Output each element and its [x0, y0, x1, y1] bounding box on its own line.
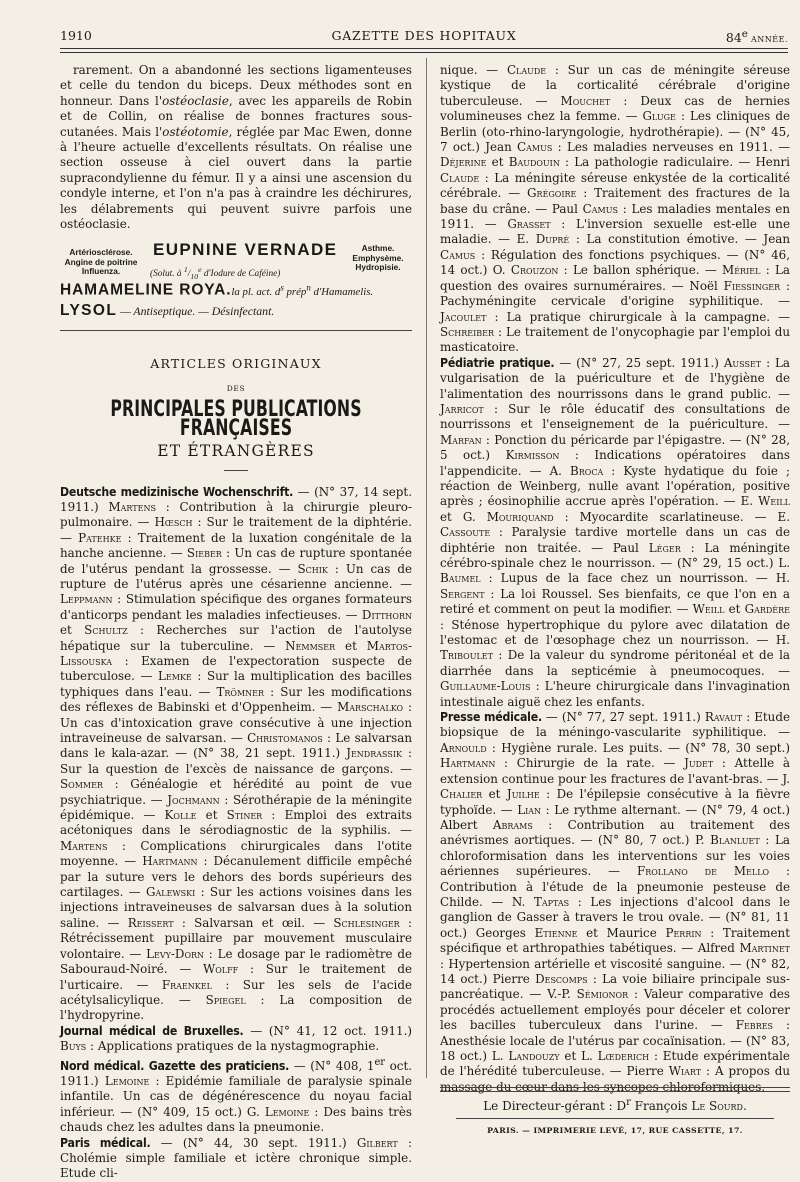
ad-right-line: Emphysème. — [352, 252, 404, 263]
footer-rule-lower — [440, 1091, 790, 1092]
footer-rule — [440, 1087, 790, 1088]
running-header — [60, 28, 788, 48]
page-number: 1910 — [60, 28, 92, 43]
ad-brand-subtitle: (Solut. à $^1/_{10}^e$ d'Iodure de Caféine) — [150, 265, 281, 282]
section-main-title: PRINCIPALES PUBLICATIONS FRANÇAISES — [110, 397, 362, 442]
section-subtitle: ET ÉTRANGÈRES — [157, 442, 315, 461]
advertisement-block — [60, 242, 412, 334]
journal-entry — [60, 1024, 412, 1055]
journal-entry — [60, 1136, 412, 1182]
ad-left-line: Angine de poitrine — [64, 256, 138, 267]
year-label — [726, 28, 788, 45]
ad-left-line: Artériosclérose. — [69, 247, 133, 258]
ad-right-line: Asthme. — [361, 243, 395, 254]
journal-entry-body: — (N° 77, 27 sept. 1911.) Ravaut : Etude biopsique de la méningo-vascularite syphilitique. — Arnould : Hygiène rurale. Les puits. — (N° 78, 30 sept.) Hartmann : Chirurgie de la rate. — Judet : Attelle à extension continue pour les fractures de l'avant-bras. — J. Chalier et Juilhe : De l'épilepsie consécutive à la fièvre typhoïde. — Lian : Le rythme alternant. — (N° 79, 4 oct.) Albert Abrams : Contribution au traitement des anévrismes aortiques. — (N° 80, 7 oct.) P. Blanluet : La chloroformisation dans les interventions sur les voies aériennes supérieures. — Frollano de Mello : Contribution à l'étude de la pneumonie pesteuse de Childe. — N. Taptas : Les injections d'alcool dans le ganglion de Gasser à travers le trou ovale. — (N° 81, 11 oct.) Georges Etienne et Maurice Perrin : Traitement spécifique et arthropathies tabétiques. — Alfred Martinet : Hypertension artérielle et viscosité sanguine. — (N° 82, 14 oct.) Pierre Descomps : La voie biliaire principale sus-pancréatique. — V.-P. Sémionor : Valeur comparative des procédés actuellement employés pour déceler et colorer les bacilles tuberculeux dans l'urine. — Febres : Anesthésie locale de l'utérus par cocaïnisation. — (N° 83, 18 oct.) L. Landouzy et L. Lœderich : Etude expérimentale de l'hérédité tuberculeuse. — Pierre Wiart : A propos du massage du cœur dans les syncopes chloroformiques. — [440, 710, 791, 1094]
year-word: ANNÉE. — [747, 35, 788, 45]
journal-entry-body: — (N° 41, 12 oct. 1911.) Buys : Applications pratiques de la nystagmographie. — [60, 1023, 413, 1054]
printer-line: PARIS. — IMPRIMERIE LEVÉ, 17, RUE CASSETTE, 17. — [487, 1126, 743, 1135]
journal-name: Journal médical de Bruxelles. — [60, 1023, 244, 1038]
journal-entry-body: — (N° 44, 30 sept. 1911.) Gilbert : Cholémie simple familiale et ictère chronique simple. Etude cli- — [60, 1135, 412, 1181]
journal-entry-body: — (N° 408, 1er oct. 1911.) Lemoine : Epidémie familiale de paralysie spinale infantile. Un cas de dégénérescence du noyau facial inférieur. — (N° 409, 15 oct.) G. Lemoine : Des bains très chauds chez les adultes dans la pneumonie. — [60, 1056, 413, 1135]
ad-lysol-brand: LYSOL — [60, 302, 118, 320]
journal-title: GAZETTE DES HOPITAUX — [331, 28, 517, 43]
left-column — [60, 63, 412, 1182]
journal-entry-body: — (N° 37, 14 sept. 1911.) Martens : Contribution à la chirurgie pleuro-pulmonaire. — Hœsch : Sur le traitement de la diphtérie. — Patehke : Traitement de la luxation congénitale de la hanche ancienne. — Sieber : Un cas de rupture spontanée de l'utérus pendant la grossesse. — Schik : Un cas de rupture de l'utérus après une césarienne ancienne. — Leppmann : Stimulation spécifique des organes formateurs d'anticorps pendant les maladies infectieuses. — Ditthorn et Schultz : Recherches sur l'action de l'autolyse hépatique sur la tuberculine. — Nemmser et Martos-Lissouska : Examen de l'expectoration suspecte de tuberculose. — Lemke : Sur la multiplication des bacilles typhiques dans l'eau. — Trömner : Sur les modifications des réflexes de Babinski et d'Oppenheim. — Marschalko : Un cas d'intoxication grave consécutive à une injection intraveineuse de salvarsan. — Christomanos : Le salvarsan dans le kala-azar. — (N° 38, 21 sept. 1911.) Jendrassik : Sur la question de l'excès de naissance de garçons. — Sommer : Généalogie et hérédité au point de vue psychiatrique. — Jochmann : Sérothérapie de la méningite épidémique. — Kolle et Stiner : Emploi des extraits acétoniques dans le sérodiagnostic de la syphilis. — Martens : Complications chirurgicales dans l'otite moyenne. — Hartmann : Décanulement difficile empêché par la suture vers le dehors des bords supérieurs des cartilages. — Galewski : Sur les actions voisines dans les injections intraveineuses de salvarsan dues à la solution saline. — Reissert : Salvarsan et œil. — Schlesinger : Rétrécissement pupillaire par mouvement musculaire volontaire. — Levy-Dorn : Le dosage par le radiomètre de Sabouraud-Noiré. — Wolff : Sur le traitement de l'urticaire. — Fraenkel : Sur les sels de l'acide acétylsalicylique. — Spiegel : La composition de l'hydropyrine. — [60, 484, 413, 1023]
ad-hamameline — [60, 280, 373, 300]
ad-right-line: Hydropisie. — [355, 262, 401, 273]
journal-entry-body: — (N° 27, 25 sept. 1911.) Ausset : La vulgarisation de la puériculture et de l'hygiène de l'alimentation des nourrissons dans le grand public. — Jarricot : Sur le rôle éducatif des consultations de nourrissons et l'enseignement de la puériculture. — Marfan : Ponction du péricarde par l'épigastre. — (N° 28, 5 oct.) Kirmisson : Indications opératoires dans l'appendicite. — A. Broca : Kyste hydatique du foie ; réaction de Weinberg, nulle avant l'opération, positive après ; éosinophilie accrue après l'opération. — E. Weill et G. Mouriquand : Myocardite scarlatineuse. — E. Cassoute : Paralysie tardive mortelle dans un cas de diphtérie non traitée. — Paul Léger : La méningite cérébro-spinale chez le nourrisson. — (N° 29, 15 oct.) L. Baumel : Lupus de la face chez un nourrisson. — H. Sergent : La loi Roussel. Ses bienfaits, ce que l'on en a retiré et comment on peut la modifier. — Weill et Gardère : Sténose hypertrophique du pylore avec dilatation de l'estomac et de l'œsophage chez un nourrisson. — H. Triboulet : De la valeur du syndrome péritonéal et de la diarrhée dans la septicémie à pneumocoques. — Guillaume-Louis : L'heure chirurgicale dans l'invagination intestinale aiguë chez les enfants. — [440, 355, 791, 709]
section-title: ARTICLES ORIGINAUX — [150, 356, 322, 372]
left-entries — [60, 485, 412, 1182]
footer-short-rule — [456, 1118, 774, 1119]
header-rule — [60, 48, 788, 49]
ad-hamameline-brand: HAMAMELINE ROYA. — [60, 282, 232, 300]
section-connector: DES — [226, 383, 246, 393]
journal-name: Presse médicale. — [440, 710, 542, 725]
year-superscript: e — [741, 28, 748, 40]
ad-bottom-rule — [60, 330, 412, 331]
journal-entry — [60, 1055, 412, 1136]
ad-lysol — [60, 303, 274, 319]
journal-name: Pédiatrie pratique. — [440, 355, 555, 370]
ad-left-line: Influenza. — [81, 266, 121, 277]
continued-entry: nique. — Claude : Sur un cas de méningite séreuse kystique de la corticalité cérébrale d'origine tuberculeuse. — Mouchet : Deux cas de hernies volumineuses chez la femme. — Gluge : Les cliniques de Berlin (oto-rhino-laryngologie, hydrothérapie). — (N° 45, 7 oct.) Jean Camus : Les maladies nerveuses en 1911. — Déjerine et Baudouin : La pathologie radiculaire. — Henri Claude : La méningite séreuse enkystée de la corticalité cérébrale. — Grégoire : Traitement des fractures de la base du crâne. — Paul Camus : Les maladies mentales en 1911. — Grasset : L'inversion sexuelle est-elle une maladie. — E. Dupré : La constitution émotive. — Jean Camus : Régulation des fonctions psychiques. — (N° 46, 14 oct.) O. Crouzon : Le ballon sphérique. — Mériel : La question des ovaires surnuméraires. — Noël Fiessinger : Pachyméningite cervicale d'origine syphilitique. — Jacoulet : La pratique chirurgicale à la campagne. — Schreiber : Le traitement de l'onycophagie par l'emploi du masticatoire. — [440, 63, 791, 355]
page-footer — [440, 1087, 790, 1135]
ad-hamameline-note: la pl. act. $d^s$ prép$^n$ d'Hamamelis. — [231, 282, 374, 299]
ad-brand-eupnine: EUPNINE VERNADE — [153, 240, 338, 260]
journal-name: Deutsche medizinische Wochenschrift. — [60, 484, 294, 499]
ad-lysol-note: — Antiseptique. — Désinfectant. — [117, 304, 275, 319]
right-column — [440, 63, 790, 1095]
section-separator — [224, 470, 248, 471]
section-heading — [60, 356, 412, 470]
intro-paragraph: rarement. On a abandonné les sections ligamenteuses et celle du tendon du biceps. Deux méthodes sont en honneur. Dans l'ostéoclasie, avec les appareils de Robin et de Collin, on réalise de bonnes fractures sous-cutanées. Mais l'ostéotomie, réglée par Mac Ewen, donne à l'heure actuelle d'excellents résultats. On réalise une section osseuse à ciel ouvert dans la partie supracondylienne du fémur. Il y a ainsi une ascension du condyle interne, et l'on n'a pas à craindre les déchirures, les délabrements qui peuvent suivre parfois une ostéoclasie. — [60, 63, 412, 232]
journal-name: Paris médical. — [60, 1135, 151, 1150]
header-rule-lower — [60, 52, 788, 53]
journal-entry — [60, 485, 412, 1024]
ad-indications-right — [344, 244, 412, 273]
journal-name: Nord médical. Gazette des praticiens. — [60, 1058, 290, 1073]
year-number: 84 — [725, 30, 742, 46]
director-line: Le Directeur-gérant : $D^r$ François Le Sourd. — [483, 1097, 747, 1113]
journal-entry — [440, 356, 790, 710]
column-divider — [426, 58, 427, 1078]
journal-entry — [440, 710, 790, 1095]
ad-indications-left — [60, 248, 142, 277]
